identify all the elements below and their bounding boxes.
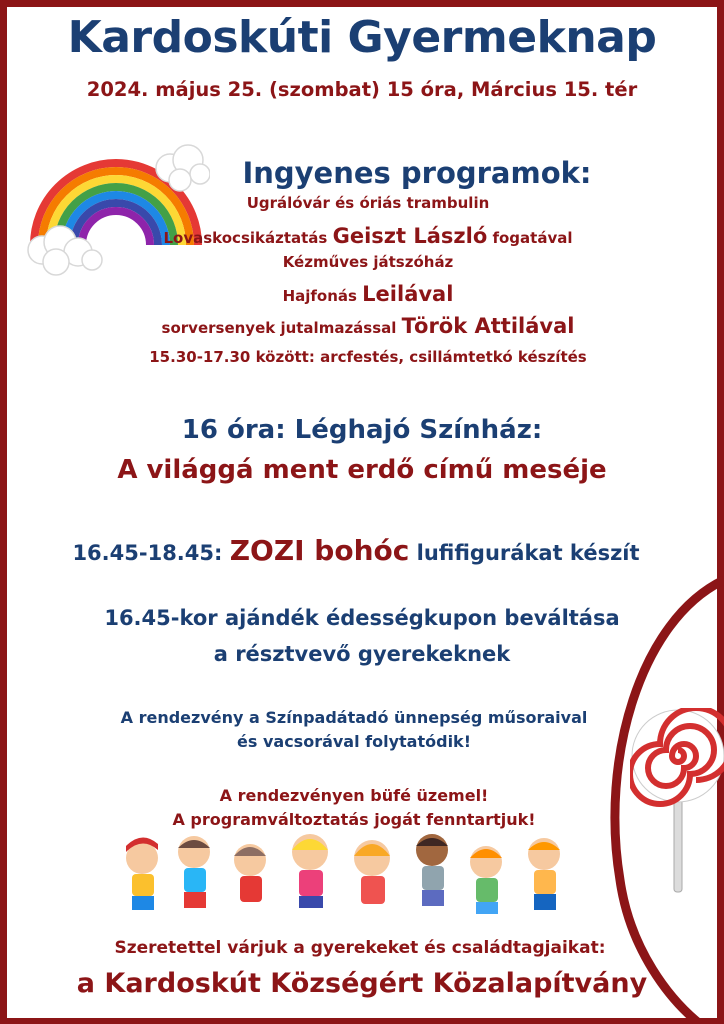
program-text: Hajfonás [282, 287, 363, 305]
theater-show-title: A világgá ment erdő című meséje [117, 455, 607, 485]
buffet-note: A rendezvényen büfé üzemel! [219, 786, 489, 805]
welcome-text: Szeretettel várjuk a gyerekeket és családtagjaikat: [114, 938, 606, 958]
program-host-name: Leilával [362, 282, 454, 306]
program-text: fogatával [487, 229, 573, 247]
jumping-kids-illustration [106, 822, 596, 932]
gift-text: 16.45-kor ajándék édességkupon beváltása [104, 606, 620, 630]
event-date-location: 2024. május 25. (szombat) 15 óra, Március 15. tér [86, 78, 638, 101]
change-note: A programváltoztatás jogát fenntartjuk! [172, 810, 536, 829]
clown-time: 16.45-18.45: [72, 541, 230, 565]
free-programs-heading: Ingyenes programok: [242, 156, 592, 190]
program-item [6, 224, 724, 248]
program-item: 15.30-17.30 között: arcfestés, csillámtetkó készítés [149, 348, 587, 366]
organizer-name: a Kardoskút Községért Közalapítvány [76, 968, 648, 999]
program-text: sorversenyek jutalmazással [161, 319, 402, 337]
program-host-name: Török Attilával [401, 314, 575, 338]
program-text: Lovaskocsikáztatás [163, 229, 333, 247]
program-item [6, 314, 724, 338]
program-host-name: Geiszt László [332, 224, 488, 248]
clown-program [0, 534, 718, 567]
program-item [6, 282, 724, 306]
poster-title: Kardoskúti Gyermeknap [67, 12, 657, 63]
clown-name: ZOZI bohóc [229, 534, 410, 567]
theater-heading: 16 óra: Léghajó Színház: [181, 415, 543, 445]
program-item: Kézműves játszóház [282, 253, 454, 271]
gift-text: a résztvevő gyerekeknek [213, 642, 511, 666]
continuation-text: A rendezvény a Színpadátadó ünnepség műsoraival [120, 708, 588, 727]
clown-description: lufifigurákat készít [409, 541, 640, 565]
program-item: Ugrálóvár és óriás trambulin [246, 194, 490, 212]
continuation-text: és vacsorával folytatódik! [237, 732, 471, 751]
